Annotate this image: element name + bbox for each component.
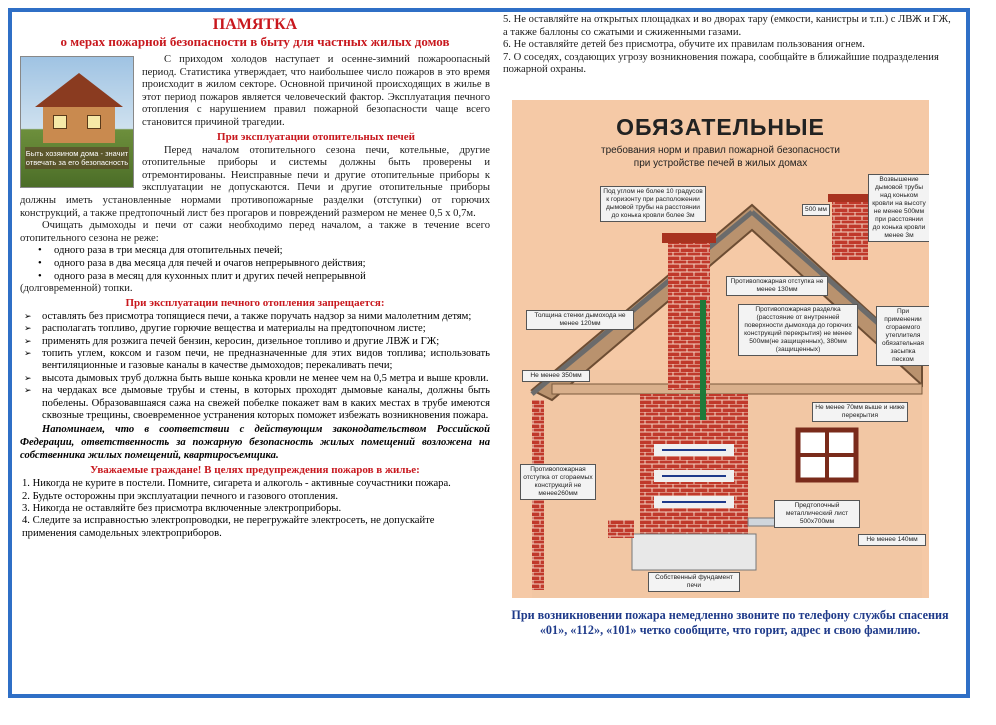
poster-title: ОБЯЗАТЕЛЬНЫЕ bbox=[616, 114, 825, 140]
right-column bbox=[503, 14, 957, 684]
house-diagram bbox=[512, 100, 929, 598]
page-subtitle: о мерах пожарной безопасности в быту для частных жилых домов bbox=[60, 34, 450, 49]
list-item: • одного раза в месяц для кухонных плит и других печей непрерывной bbox=[54, 271, 490, 284]
cleaning-tail: (долговременной) топки. bbox=[20, 283, 133, 295]
callout-140mm: Не менее 140мм bbox=[858, 534, 926, 546]
callout-350mm: Не менее 350мм bbox=[522, 370, 590, 382]
callout-fire-cut: Противопожарная разделка (расстояние от внутренней поверхности дымохода до горючих конструкций перекрытия) не менее 500мм(не защищенных), 380мм (защищенных) bbox=[738, 304, 858, 356]
callout-angle: Под углом не более 10 градусов к горизонту при расположении дымовой трубы на расстоянии до конька кровли более 3м bbox=[600, 186, 706, 222]
intro-paragraph: С приходом холодов наступает и осенне-зимний пожароопасный период. Статистика утверждает, что наибольшее число пожаров в это время происходит в жилом секторе. Основной причиной происходящих в жилье в этот период пожаров является человеческий фактор. Эксплуатация печного отопления с нарушением правил пожарной безопасности чаще всего становится причиной трагедии. bbox=[142, 54, 490, 128]
stove-requirements-poster bbox=[512, 100, 929, 598]
callout-foundation: Собственный фундамент печи bbox=[648, 572, 740, 592]
forbidden-list bbox=[20, 311, 490, 423]
list-item: 5. Не оставляйте на открытых площадках и во дворах тару (емкости, канистры и т.п.) с ЛВЖ и ГЖ, а также баллоны со сжатыми и сжиженными газами. bbox=[503, 14, 951, 38]
list-item: 1. Никогда не курите в постели. Помните, сигарета и алкоголь - активные соучастники пожара. bbox=[22, 478, 451, 490]
list-item: 3. Никогда не оставляйте без присмотра включенные электроприборы. bbox=[22, 502, 342, 514]
callout-roof-gap: Противопожарная отступка не менее 130мм bbox=[726, 276, 828, 296]
law-note: Напоминаем, что в соответствии с действующим законодательством Российской Федерации, ответственность за пожарную безопасность жилых помещений возложена на собственника жилых помещений, квартиросъемщика. bbox=[20, 424, 490, 461]
list-item: ➢ высота дымовых труб должна быть выше конька кровли не менее чем на 0,5 метра и выше кровли. bbox=[42, 373, 490, 385]
callout-500mm: 500 мм bbox=[802, 204, 830, 216]
tips-list-right bbox=[503, 14, 957, 77]
section-heading-citizens: Уважаемые граждане! В целях предупреждения пожаров в жилье: bbox=[90, 464, 420, 477]
cleaning-paragraph: Очищать дымоходы и печи от сажи необходимо перед началом, а также в течение всего отопительного сезона не реже: bbox=[20, 220, 490, 244]
list-item: 2. Будьте осторожны при эксплуатации печного и газового отопления. bbox=[22, 490, 338, 502]
emergency-note: При возникновении пожара немедленно звоните по телефону службы спасения «01», «112», «101» четко сообщите, что горит, адрес и свою фамилию. bbox=[511, 608, 949, 637]
list-item: 6. Не оставляйте детей без присмотра, обучите их правилам пользования огнем. bbox=[503, 39, 865, 51]
page-title: ПАМЯТКА bbox=[212, 16, 298, 33]
callout-insulation: При применении сгораемого утеплителя обязательная засыпка песком bbox=[876, 306, 929, 366]
photo-caption: Быть хозяином дома - значит отвечать за его безопасность bbox=[25, 149, 129, 167]
callout-hearth-sheet: Предтопочный металлический лист 500х700мм bbox=[774, 500, 860, 528]
list-item: 4. Следите за исправностью электропроводки, не перегружайте электросеть, не допускайте применения самодельных электроприборов. bbox=[22, 515, 435, 539]
list-item: ➢ топить углем, коксом и газом печи, не предназначенные для этих видов топлива; использовать вентиляционные и газовые каналы в качестве дымоходов; перекаливать печи; bbox=[42, 348, 490, 373]
tips-list-left bbox=[20, 478, 490, 540]
cleaning-list bbox=[20, 245, 490, 283]
callout-side-gap: Противопожарная отступка от сгораемых конструкций не менее260мм bbox=[520, 464, 596, 500]
callout-chimney-height: Возвышение дымовой трубы над коньком кровли на высоту не менее 500мм при расстоянии до конька кровли менее 3м bbox=[868, 174, 929, 242]
list-item: 7. О соседях, создающих угрозу возникновения пожара, сообщайте в ближайшие подразделения пожарной охраны. bbox=[503, 51, 939, 76]
house-photo bbox=[20, 56, 134, 188]
section-heading-stoves: При эксплуатации отопительных печей bbox=[217, 130, 415, 143]
callout-wall-thickness: Толщина стенки дымохода не менее 120мм bbox=[526, 310, 634, 330]
list-item: • одного раза в два месяца для печей и очагов непрерывного действия; bbox=[54, 258, 490, 271]
poster-subtitle: требования норм и правил пожарной безопасности при устройстве печей в жилых домах bbox=[601, 145, 840, 169]
stoves-paragraph: Перед началом отопительного сезона печи, котельные, другие отопительные приборы и системы должны быть проверены и отремонтированы. Неисправные печи и другие отопительные приборы к эксплуатации не допускаются. Печи и другие отопительные приборы должны иметь установленные нормами противопожарные разделки (отступки) от горючих конструкций, а также предтопочный лист без прогаров и повреждений размером не менее 0,5 х 0,7м. bbox=[20, 144, 490, 219]
list-item: ➢ располагать топливо, другие горючие вещества и материалы на предтопочном листе; bbox=[42, 323, 490, 335]
list-item: ➢ оставлять без присмотра топящиеся печи, а также поручать надзор за ними малолетним детям; bbox=[42, 311, 490, 323]
list-item: ➢ применять для розжига печей бензин, керосин, дизельное топливо и другие ЛВЖ и ГЖ; bbox=[42, 336, 490, 348]
section-heading-forbidden: При эксплуатации печного отопления запрещается: bbox=[125, 296, 385, 309]
callout-70mm: Не менее 70мм выше и ниже перекрытия bbox=[812, 402, 908, 422]
list-item: ➢ на чердаках все дымовые трубы и стены, в которых проходят дымовые каналы, должны быть побелены. Образовавшаяся сажа на свежей побелке покажет вам в каких местах в трубе имеются сквозные трещины, своевременное устранения которых поможет избежать возникновения пожара. bbox=[42, 385, 490, 422]
list-item: • одного раза в три месяца для отопительных печей; bbox=[54, 245, 490, 258]
left-column bbox=[20, 16, 490, 686]
